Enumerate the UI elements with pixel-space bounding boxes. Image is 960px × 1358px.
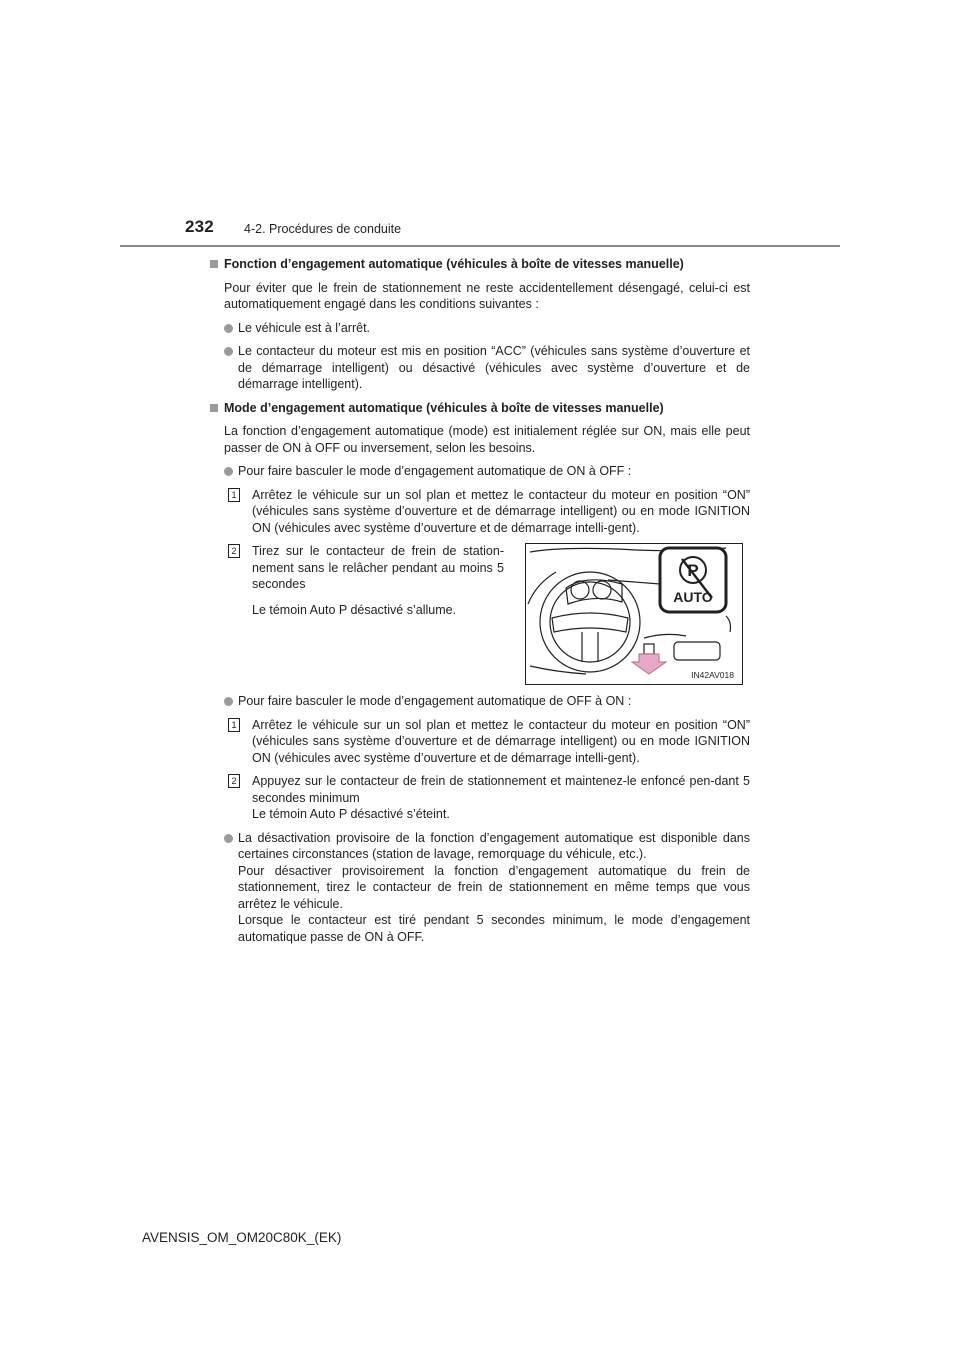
square-bullet-icon [210, 404, 218, 412]
step-item: 1 Arrêtez le véhicule sur un sol plan et mettez le contacteur du moteur en position “ON” (véhicules sans système d’ouverture et de démarrage intelligent) ou en mode IGNITION ON (véhicules avec système d’ouverture et de démarrage intelli-gent). [210, 487, 750, 537]
round-bullet-icon [224, 697, 233, 706]
bullet-item: La désactivation provisoire de la fonction d’engagement automatique est disponible dans certaines circonstances (station de lavage, remorquage du véhicule, etc.). Pour désactiver provisoirement la fonction d’engagement automatique du frein de stationnement, tirez le contacteur de frein de stationnement en même temps que vous arrêtez le véhicule. Lorsque le contacteur est tiré pendant 5 secondes minimum, le mode d’engagement automatique passe de ON à OFF. [210, 830, 750, 946]
square-bullet-icon [210, 260, 218, 268]
step-number-badge: 2 [228, 544, 240, 558]
step-text: Tirez sur le contacteur de frein de station-nement sans le relâcher pendant au moins 5 secondes Le témoin Auto P désactivé s’allume. [252, 544, 504, 617]
section-heading-auto-engagement: Fonction d’engagement automatique (véhicules à boîte de vitesses manuelle) [210, 256, 750, 273]
bullet-item: Le véhicule est à l’arrêt. [210, 320, 750, 337]
round-bullet-icon [224, 467, 233, 476]
dashboard-illustration [525, 543, 743, 685]
round-bullet-icon [224, 347, 233, 356]
paragraph: La fonction d’engagement automatique (mode) est initialement réglée sur ON, mais elle peut passer de ON à OFF ou inversement, selon les besoins. [224, 424, 750, 455]
indicator-auto-label: AUTO [673, 589, 713, 605]
step-item: 1 Arrêtez le véhicule sur un sol plan et mettez le contacteur du moteur en position “ON” (véhicules sans système d’ouverture et de démarrage intelligent) ou en mode IGNITION ON (véhicules avec système d’ouverture et de démarrage intelli-gent). [210, 717, 750, 767]
step-item: 2 Appuyez sur le contacteur de frein de stationnement et maintenez-le enfoncé pen-dant 5 secondes minimum Le témoin Auto P désactivé s’éteint. [210, 773, 750, 823]
step-with-figure [210, 543, 750, 683]
figure-code: IN42AV018 [691, 670, 734, 680]
section-title: 4-2. Procédures de conduite [244, 222, 402, 236]
page-body [210, 256, 750, 952]
header-divider [120, 245, 840, 247]
bullet-item: Pour faire basculer le mode d’engagement automatique de ON à OFF : [210, 463, 750, 480]
step-number-badge: 1 [228, 718, 240, 732]
bullet-item: Pour faire basculer le mode d’engagement automatique de OFF à ON : [210, 693, 750, 710]
round-bullet-icon [224, 834, 233, 843]
page-number: 232 [185, 217, 214, 236]
round-bullet-icon [224, 324, 233, 333]
pull-arrow-icon [632, 654, 666, 674]
parking-brake-switch [644, 644, 654, 654]
document-code: AVENSIS_OM_OM20C80K_(EK) [142, 1230, 342, 1245]
steering-wheel-diagram [526, 544, 742, 684]
step-number-badge: 2 [228, 774, 240, 788]
step-number-badge: 1 [228, 488, 240, 502]
paragraph: Pour éviter que le frein de stationnement ne reste accidentellement désengagé, celui-ci est automatiquement engagé dans les conditions suivantes : [224, 280, 750, 311]
indicator-p-label: P [687, 561, 699, 580]
section-heading-auto-mode: Mode d’engagement automatique (véhicules à boîte de vitesses manuelle) [210, 400, 750, 417]
bullet-item: Le contacteur du moteur est mis en position “ACC” (véhicules sans système d’ouverture et de démarrage intelligent) ou désactivé (véhicules avec système d’ouverture et de démarrage intelligent). [210, 343, 750, 393]
